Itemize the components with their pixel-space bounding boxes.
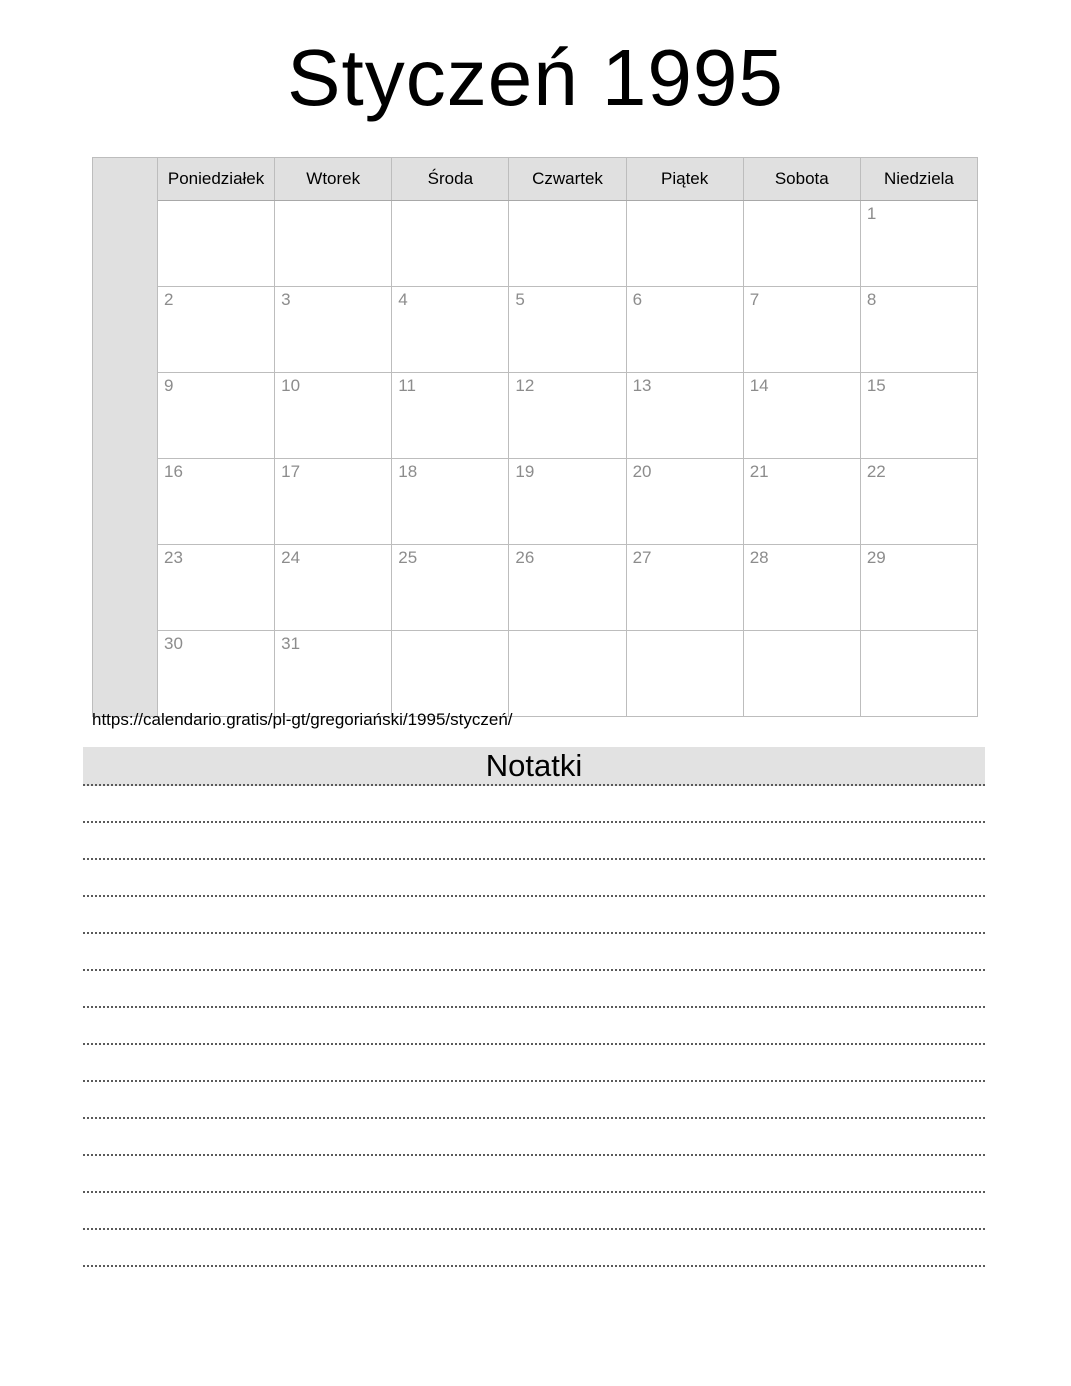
day-cell-28 (743, 545, 860, 631)
day-cell-4 (392, 287, 509, 373)
note-line (83, 1156, 985, 1193)
calendar-gutter-column (93, 158, 158, 717)
note-line (83, 934, 985, 971)
weekday-header-4: Czwartek (509, 158, 626, 201)
day-number: 28 (749, 548, 769, 567)
day-cell-empty (626, 201, 743, 287)
week-row-3 (93, 373, 978, 459)
day-number: 13 (632, 376, 652, 395)
note-line (83, 1119, 985, 1156)
day-cell-empty (509, 631, 626, 717)
day-number: 16 (164, 462, 183, 481)
day-number: 31 (281, 634, 301, 653)
notes-header-bar (83, 747, 985, 786)
day-cell-3 (275, 287, 392, 373)
day-number: 1 (866, 204, 877, 223)
day-cell-empty (392, 631, 509, 717)
note-line (83, 1230, 985, 1267)
day-number: 10 (281, 376, 301, 395)
month-calendar-table (92, 157, 978, 717)
day-cell-21 (743, 459, 860, 545)
day-cell-empty (509, 201, 626, 287)
day-number: 23 (164, 548, 183, 567)
week-row-2 (93, 287, 978, 373)
day-number: 29 (866, 548, 886, 567)
day-number: 7 (749, 290, 760, 309)
day-number: 19 (515, 462, 535, 481)
notes-lines-area (83, 786, 985, 1267)
day-cell-27 (626, 545, 743, 631)
source-url-text: https://calendario.gratis/pl-gt/gregoriański/1995/styczeń/ (92, 710, 513, 729)
note-line (83, 1193, 985, 1230)
day-cell-18 (392, 459, 509, 545)
day-cell-11 (392, 373, 509, 459)
note-line (83, 860, 985, 897)
note-line (83, 897, 985, 934)
day-number: 6 (632, 290, 643, 309)
day-number: 22 (866, 462, 886, 481)
day-number: 25 (398, 548, 418, 567)
day-cell-17 (275, 459, 392, 545)
day-cell-empty (275, 201, 392, 287)
day-cell-empty (860, 631, 977, 717)
weekday-header-1: Poniedziałek (158, 158, 275, 201)
page-title: Styczeń 1995 (287, 33, 784, 122)
day-cell-1 (860, 201, 977, 287)
day-cell-23 (158, 545, 275, 631)
note-line (83, 823, 985, 860)
weekday-header-row (93, 158, 978, 201)
week-row-1 (93, 201, 978, 287)
day-cell-15 (860, 373, 977, 459)
day-cell-9 (158, 373, 275, 459)
day-cell-10 (275, 373, 392, 459)
day-cell-5 (509, 287, 626, 373)
day-cell-13 (626, 373, 743, 459)
day-cell-empty (158, 201, 275, 287)
day-cell-8 (860, 287, 977, 373)
day-number: 11 (398, 376, 416, 395)
calendar-table-wrap (92, 157, 978, 717)
day-number: 3 (281, 290, 291, 309)
day-cell-22 (860, 459, 977, 545)
weekday-header-6: Sobota (743, 158, 860, 201)
day-cell-16 (158, 459, 275, 545)
day-number: 15 (866, 376, 886, 395)
day-number: 14 (749, 376, 769, 395)
week-row-4 (93, 459, 978, 545)
weekday-header-2: Wtorek (275, 158, 392, 201)
note-line (83, 786, 985, 823)
day-number: 2 (164, 290, 174, 309)
day-number: 8 (866, 290, 877, 309)
day-cell-14 (743, 373, 860, 459)
day-cell-19 (509, 459, 626, 545)
day-cell-25 (392, 545, 509, 631)
note-line (83, 971, 985, 1008)
notes-title: Notatki (485, 748, 583, 783)
day-cell-2 (158, 287, 275, 373)
day-cell-empty (626, 631, 743, 717)
day-number: 18 (398, 462, 418, 481)
day-number: 20 (632, 462, 652, 481)
day-cell-12 (509, 373, 626, 459)
day-number: 24 (281, 548, 301, 567)
day-number: 5 (515, 290, 525, 309)
day-number: 17 (281, 462, 301, 481)
day-number: 9 (164, 376, 174, 395)
note-line (83, 1082, 985, 1119)
day-number: 12 (515, 376, 535, 395)
day-cell-30 (158, 631, 275, 717)
day-number: 26 (515, 548, 535, 567)
day-cell-6 (626, 287, 743, 373)
week-row-6 (93, 631, 978, 717)
day-cell-29 (860, 545, 977, 631)
week-row-5 (93, 545, 978, 631)
weekday-header-5: Piątek (626, 158, 743, 201)
day-cell-7 (743, 287, 860, 373)
day-cell-31 (275, 631, 392, 717)
day-cell-26 (509, 545, 626, 631)
weekday-header-3: Środa (392, 158, 509, 201)
day-cell-empty (392, 201, 509, 287)
day-number: 4 (398, 290, 408, 309)
note-line (83, 1008, 985, 1045)
day-cell-empty (743, 631, 860, 717)
weekday-header-7: Niedziela (860, 158, 977, 201)
day-cell-empty (743, 201, 860, 287)
note-line (83, 1045, 985, 1082)
day-number: 27 (632, 548, 652, 567)
day-cell-24 (275, 545, 392, 631)
day-cell-20 (626, 459, 743, 545)
day-number: 21 (749, 462, 769, 481)
day-number: 30 (164, 634, 183, 653)
